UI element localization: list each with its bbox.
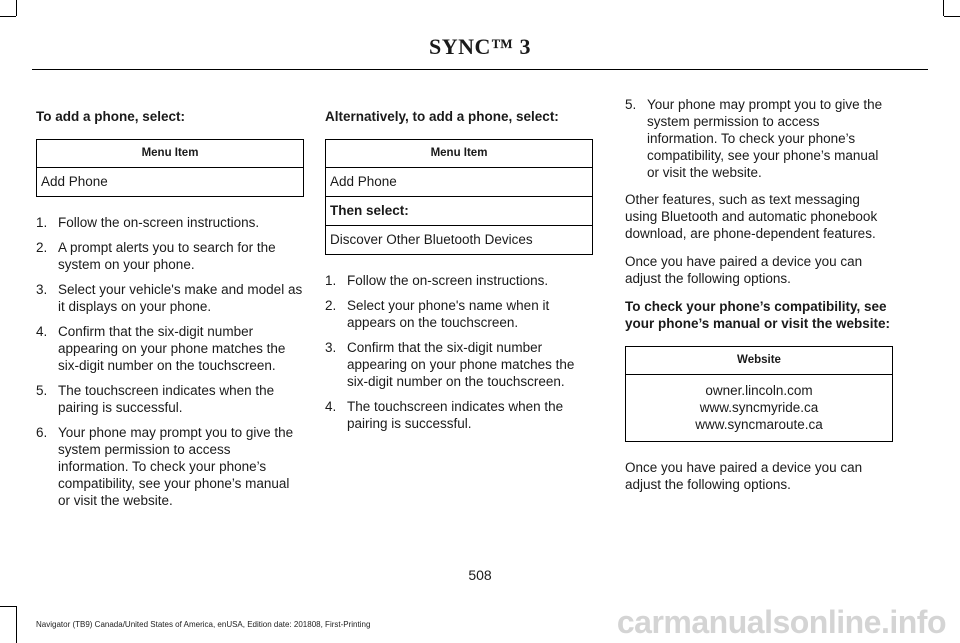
menu-item-table [325,139,593,255]
step-text: Your phone may prompt you to give the system permission to access information. To check your phone’s compatibility, see your phone’s manual or visit the website. [58,425,294,508]
column-1 [36,108,304,517]
step-number: 3. [325,340,337,355]
header-divider [32,69,928,70]
step-number: 4. [325,399,337,414]
page-title: SYNC™ 3 [429,34,531,59]
step-number: 5. [36,383,48,398]
website-link: owner.lincoln.com [705,383,813,398]
step-text: Your phone may prompt you to give the system permission to access information. To check your phone’s compatibility, see your phone’s manual or visit the website. [647,97,883,180]
step-text: Confirm that the six-digit number appearing on your phone matches the six-digit number on the touchscreen. [58,324,286,373]
list-item [325,272,593,289]
step-list [625,96,893,181]
paragraph: Other features, such as text messaging using Bluetooth and automatic phonebook download, are phone-dependent features. [625,192,878,241]
crop-mark [16,606,17,643]
step-text: Select your vehicle's make and model as it displays on your phone. [58,282,303,314]
page-number: 508 [468,567,492,583]
step-number: 4. [36,324,48,339]
table-cell: Add Phone [37,168,304,197]
edition-footer: Navigator (TB9) Canada/United States of America, enUSA, Edition date: 201808, First-Printing [36,620,371,629]
website-link: www.syncmyride.ca [699,400,819,415]
step-text: Select your phone's name when it appears on the touchscreen. [347,298,550,330]
step-number: 1. [325,273,337,288]
step-text: Follow the on-screen instructions. [58,215,260,230]
column-3 [625,96,893,504]
section-intro: To add a phone, select: [36,109,186,124]
list-item [325,297,593,331]
crop-mark [944,16,960,17]
menu-item-table [36,139,304,197]
list-item [36,424,304,509]
list-item [36,239,304,273]
website-table [625,346,893,442]
list-item [325,339,593,390]
list-item [325,398,593,432]
step-text: Follow the on-screen instructions. [347,273,549,288]
table-cell: Then select: [326,197,593,226]
column-2 [325,108,593,440]
paragraph: Once you have paired a device you can adjust the following options. [625,460,863,492]
list-item [36,382,304,416]
table-cell: Discover Other Bluetooth Devices [326,226,593,255]
table-header: Website [626,347,893,375]
step-list [325,272,593,432]
step-number: 3. [36,282,48,297]
step-number: 5. [625,97,637,112]
list-item [36,214,304,231]
step-number: 6. [36,425,48,440]
table-cell: Add Phone [326,168,593,197]
step-list [36,214,304,509]
list-item [625,96,893,181]
step-number: 1. [36,215,48,230]
list-item [36,281,304,315]
watermark: carmanualsonline.info [616,604,946,640]
step-number: 2. [325,298,337,313]
step-text: The touchscreen indicates when the pairing is successful. [347,399,564,431]
crop-mark [0,16,16,17]
step-number: 2. [36,240,48,255]
section-intro: Alternatively, to add a phone, select: [325,109,559,124]
paragraph: Once you have paired a device you can adjust the following options. [625,254,863,286]
crop-mark [16,0,17,16]
crop-mark [943,0,944,16]
crop-mark [0,606,16,607]
step-text: Confirm that the six-digit number appearing on your phone matches the six-digit number on the touchscreen. [347,340,575,389]
table-header: Menu Item [37,140,304,168]
section-intro: To check your phone’s compatibility, see your phone’s manual or visit the website: [625,299,891,331]
list-item [36,323,304,374]
step-text: A prompt alerts you to search for the system on your phone. [58,240,276,272]
step-text: The touchscreen indicates when the pairing is successful. [58,383,275,415]
website-link: www.syncmaroute.ca [695,417,823,432]
table-cell [626,375,893,442]
table-header: Menu Item [326,140,593,168]
